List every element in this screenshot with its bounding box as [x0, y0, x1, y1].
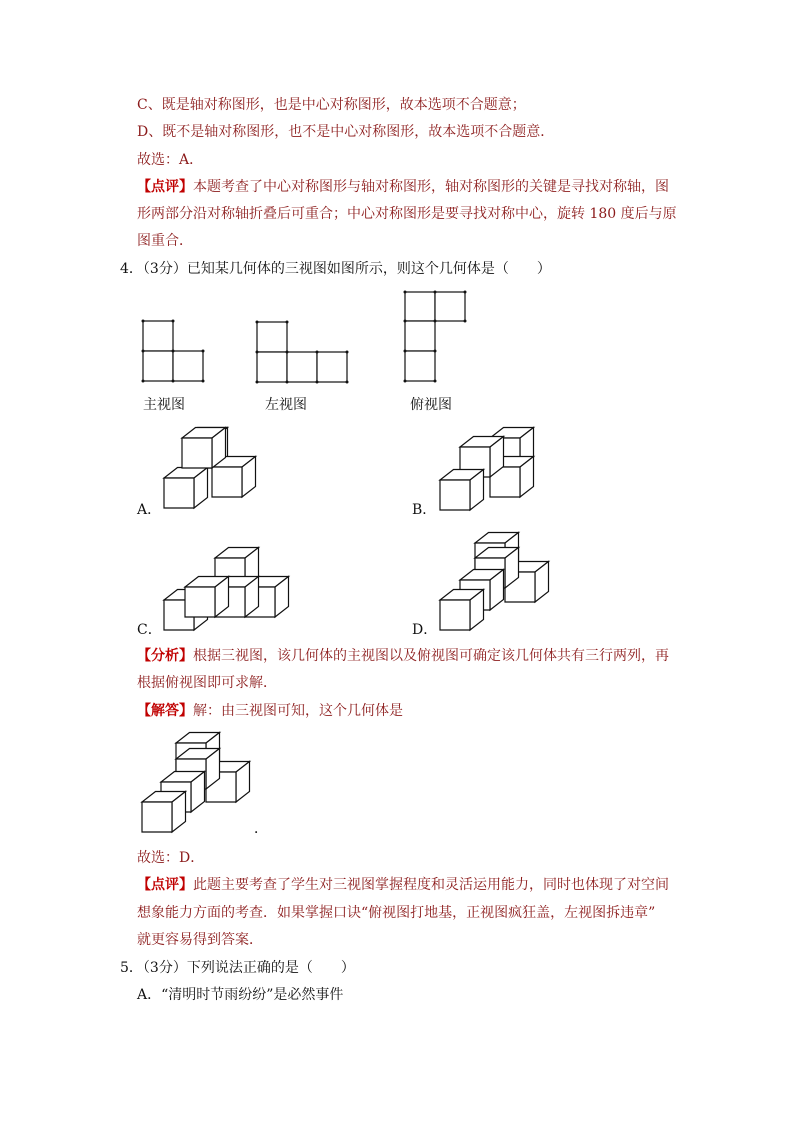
option-d-label: D． — [412, 622, 438, 638]
q4-comment-line1 — [137, 875, 669, 895]
cube-face — [182, 428, 226, 439]
cube-face — [185, 587, 215, 617]
cube-face — [161, 782, 191, 812]
cube-face — [206, 733, 220, 774]
solution-text: 解：由三视图可知，这个几何体是 — [193, 703, 403, 719]
option-b-label: B． — [412, 502, 437, 518]
q5-option-a: A．“清明时节雨纷纷”是必然事件 — [137, 987, 344, 1003]
q5-stem: 5．（3分）下列说法正确的是（ ） — [120, 960, 355, 976]
cube-face — [460, 570, 504, 581]
cube-face — [490, 428, 534, 439]
cube-face — [214, 428, 228, 469]
analysis-text: 根据三视图，该几何体的主视图以及俯视图可确定该几何体共有三行两列，再 — [193, 648, 669, 664]
cube-face — [245, 587, 275, 617]
cube-face — [215, 577, 259, 588]
solution-figure — [142, 733, 250, 833]
cube-face — [475, 558, 505, 588]
comment-text: 此题主要考查了学生对三视图掌握程度和灵活运用能力，同时也体现了对空间 — [193, 877, 669, 893]
cube-face — [176, 733, 220, 744]
option-b-figure — [440, 428, 534, 511]
cube-face — [176, 749, 220, 760]
front-view — [142, 320, 205, 383]
cube-face — [490, 570, 504, 611]
cube-face — [440, 590, 484, 601]
cube-face — [206, 762, 250, 773]
left-view-label: 左视图 — [265, 397, 307, 413]
option-c-figure — [164, 548, 289, 631]
cube-face — [460, 580, 490, 610]
cube-face — [460, 437, 504, 448]
prev-comment-line1 — [137, 177, 669, 197]
cube-face — [142, 802, 172, 832]
cube-face — [164, 590, 208, 601]
cube-face — [191, 772, 205, 813]
cube-face — [164, 468, 208, 479]
cube-face — [161, 772, 205, 783]
q4-comment-line3: 就更容易得到答案． — [137, 932, 263, 948]
cube-face — [194, 590, 208, 631]
option-c-label: C． — [137, 622, 162, 638]
cube-face — [535, 562, 549, 603]
prev-answer: 故选：A． — [137, 152, 204, 168]
cube-face — [242, 457, 256, 498]
top-view — [404, 291, 467, 383]
comment-tag: 【点评】 — [137, 179, 193, 195]
cube-face — [470, 470, 484, 511]
cube-face — [215, 548, 259, 559]
analysis-line1 — [137, 646, 669, 666]
cube-face — [505, 562, 549, 573]
cube-face — [490, 437, 504, 478]
cube-face — [245, 577, 289, 588]
cube-face — [176, 743, 206, 773]
cube-face — [215, 558, 245, 588]
cube-face — [460, 447, 490, 477]
cube-face — [440, 600, 470, 630]
solution-line — [137, 701, 403, 721]
q4-stem: 4．（3分）已知某几何体的三视图如图所示，则这个几何体是（ ） — [120, 261, 551, 277]
cube-face — [142, 792, 186, 803]
cube-face — [176, 759, 206, 789]
cube-face — [505, 572, 535, 602]
cube-face — [206, 749, 220, 790]
option-d-figure — [440, 533, 549, 631]
cube-face — [236, 762, 250, 803]
analysis-line2: 根据俯视图即可求解． — [137, 675, 277, 691]
option-a-figure — [164, 428, 256, 509]
cube-face — [490, 457, 534, 468]
cube-face — [215, 587, 245, 617]
cube-face — [440, 480, 470, 510]
cube-face — [520, 457, 534, 498]
cube-face — [164, 478, 194, 508]
option-a-label: A． — [137, 502, 162, 518]
solution-tag: 【解答】 — [137, 703, 193, 719]
comment-text: 本题考查了中心对称图形与轴对称图形，轴对称图形的关键是寻找对称轴，图 — [193, 179, 669, 195]
q4-answer: 故选：D． — [137, 850, 205, 866]
cube-face — [475, 543, 505, 573]
solution-period: ． — [254, 821, 268, 837]
prev-comment-line2: 形两部分沿对称轴折叠后可重合；中心对称图形是要寻找对称中心，旋转 180 度后与原 — [137, 206, 677, 222]
cube-face — [245, 577, 259, 618]
left-view — [256, 321, 349, 384]
cube-face — [470, 590, 484, 631]
cube-face — [184, 428, 228, 439]
cube-face — [520, 428, 534, 469]
cube-face — [194, 468, 208, 509]
analysis-tag: 【分析】 — [137, 648, 193, 664]
cube-face — [475, 533, 519, 544]
cube-face — [505, 548, 519, 589]
cube-face — [245, 548, 259, 589]
comment-tag: 【点评】 — [137, 877, 193, 893]
front-view-label: 主视图 — [143, 397, 185, 413]
cube-face — [206, 772, 236, 802]
cube-face — [182, 438, 212, 468]
cube-face — [440, 470, 484, 481]
prev-comment-line3: 图重合． — [137, 233, 193, 249]
cube-face — [505, 533, 519, 574]
cube-face — [275, 577, 289, 618]
top-view-label: 俯视图 — [410, 397, 452, 413]
cube-face — [212, 428, 226, 469]
cube-face — [212, 457, 256, 468]
cube-face — [212, 467, 242, 497]
cube-face — [490, 438, 520, 468]
cube-face — [475, 548, 519, 559]
cube-face — [172, 792, 186, 833]
prev-option-c: C、既是轴对称图形，也是中心对称图形，故本选项不合题意； — [137, 97, 526, 113]
q4-comment-line2: 想象能力方面的考查．如果掌握口诀“俯视图打地基，正视图疯狂盖，左视图拆违章” — [137, 905, 656, 921]
cube-face — [164, 600, 194, 630]
prev-option-d: D、既不是轴对称图形，也不是中心对称图形，故本选项不合题意． — [137, 124, 555, 140]
cube-face — [215, 577, 229, 618]
cube-face — [184, 438, 214, 468]
cube-face — [185, 577, 229, 588]
cube-face — [490, 467, 520, 497]
